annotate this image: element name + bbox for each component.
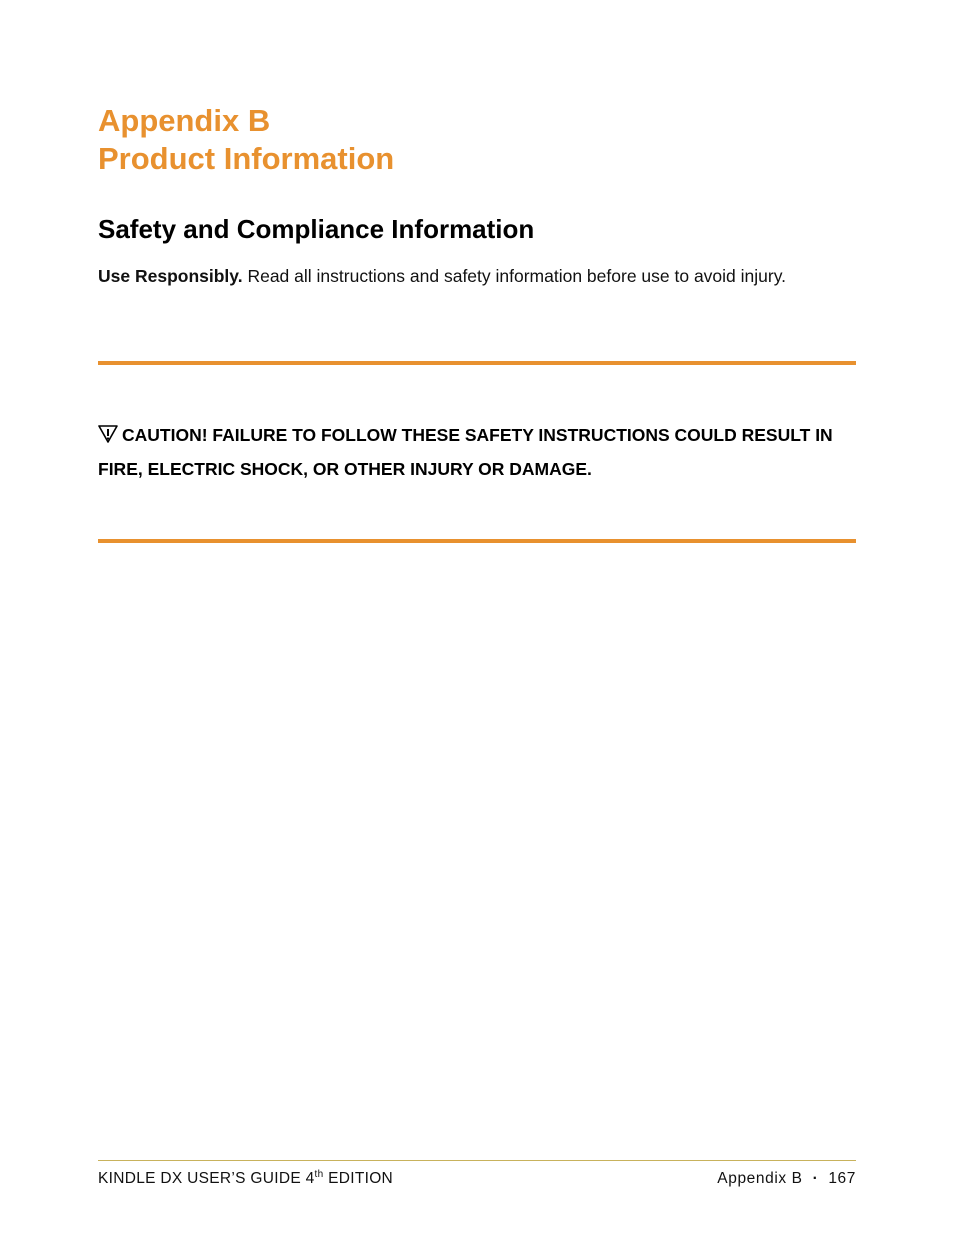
footer-rule: [98, 1160, 856, 1161]
footer-guide-title: [98, 1170, 393, 1188]
footer-page-number: 167: [828, 1170, 856, 1187]
caution-notice: [98, 418, 858, 486]
footer-guide-sup: th: [314, 1169, 324, 1180]
section-title: Safety and Compliance Information: [98, 214, 535, 244]
chapter-title-line2: Product Information: [98, 141, 395, 176]
chapter-title: [98, 102, 394, 178]
footer-separator: ·: [812, 1170, 819, 1187]
caution-text: CAUTION! FAILURE TO FOLLOW THESE SAFETY INSTRUCTIONS COULD RESULT IN FIRE, ELECTRIC SHOCK, OR OTHER INJURY OR DAMAGE.: [98, 425, 833, 479]
footer-section-label: Appendix B: [717, 1170, 803, 1187]
intro-text: Read all instructions and safety information before use to avoid injury.: [242, 266, 787, 286]
caution-bottom-rule: [98, 539, 856, 543]
intro-paragraph: [98, 260, 858, 293]
intro-lead: Use Responsibly.: [98, 266, 243, 286]
footer-guide-prefix: KINDLE DX USER’S GUIDE 4: [98, 1170, 315, 1187]
caution-top-rule: [98, 361, 856, 365]
footer-page-info: [717, 1170, 856, 1188]
chapter-title-line1: Appendix B: [98, 103, 271, 138]
caution-triangle-icon: [98, 420, 118, 438]
footer-guide-suffix: EDITION: [323, 1170, 394, 1187]
